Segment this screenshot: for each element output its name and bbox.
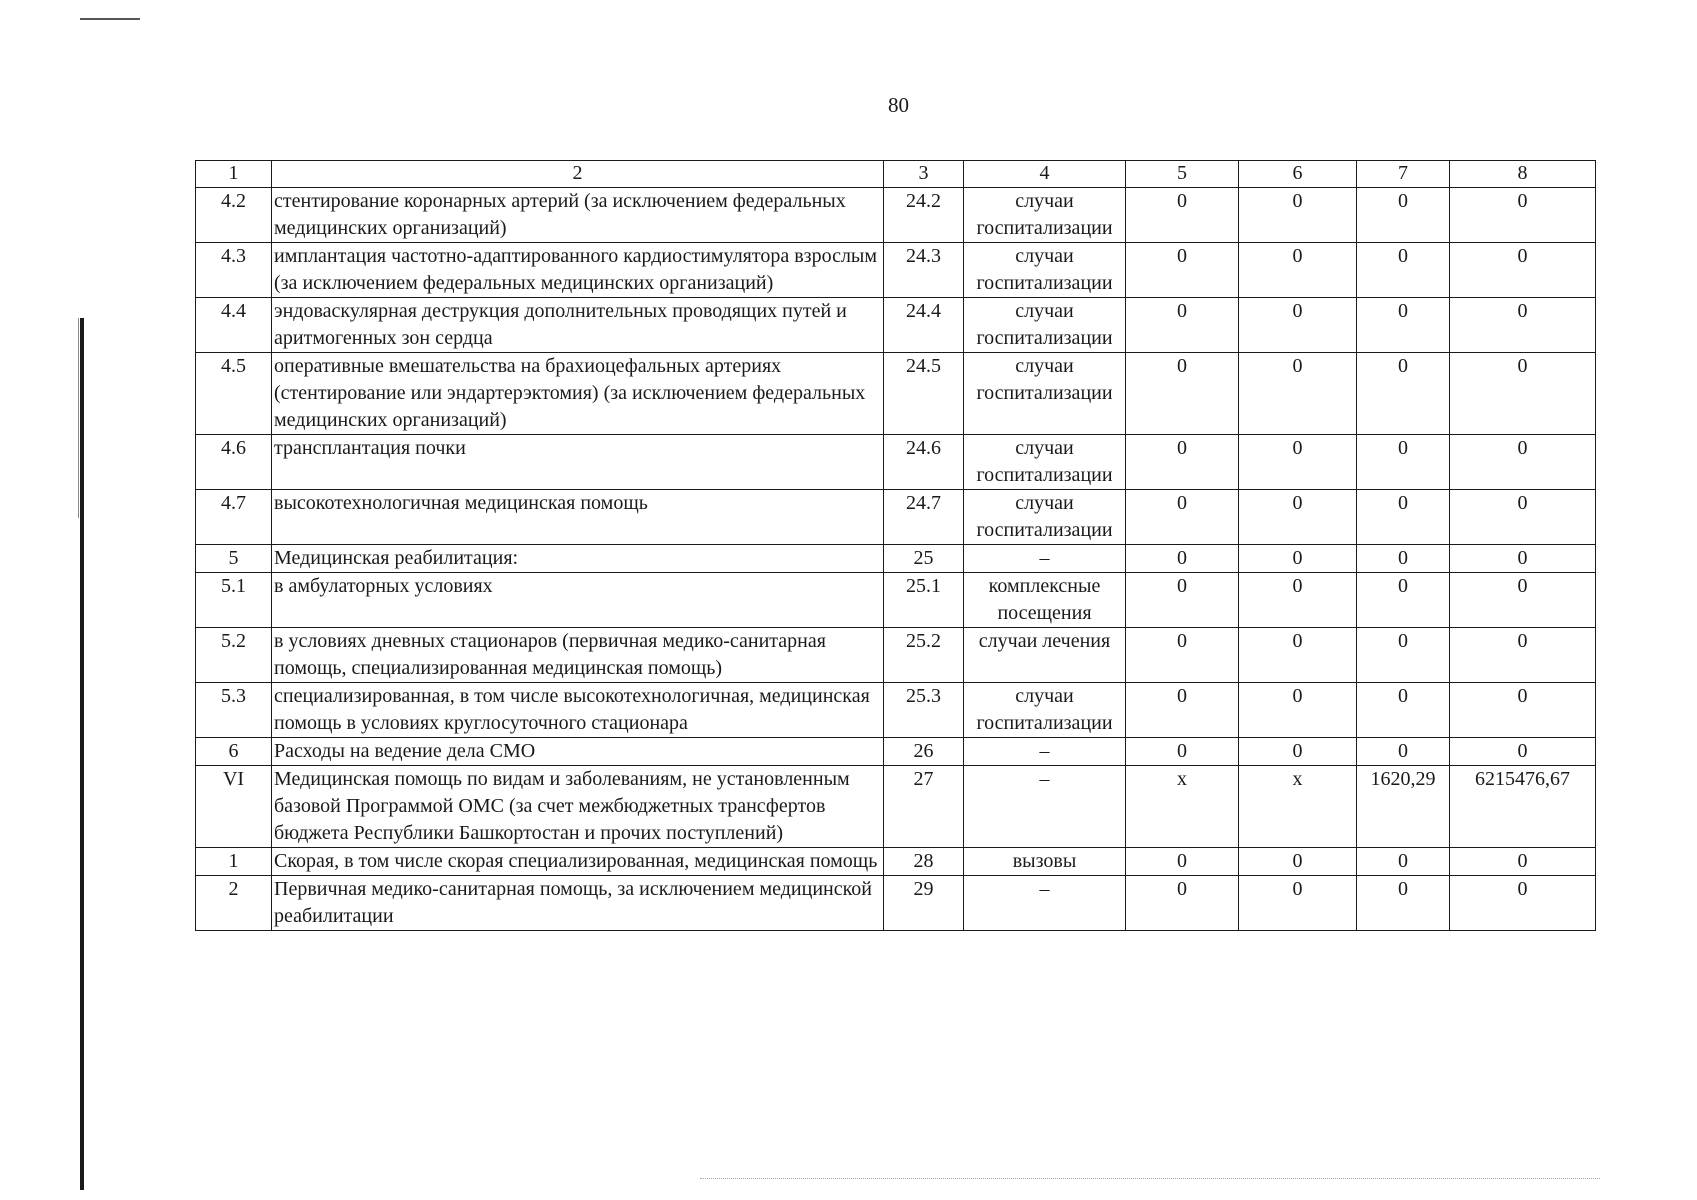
row-description: оперативные вмешательства на брахиоцефальных артериях (стентирование или эндартерэктомия) (за исключением федеральных медицинских организаций) (272, 353, 884, 435)
row-value-7: 0 (1357, 435, 1450, 490)
row-code: 24.5 (884, 353, 964, 435)
column-header: 5 (1126, 161, 1239, 188)
table-row (196, 876, 1596, 931)
row-value-5: 0 (1126, 738, 1239, 766)
row-value-5: 0 (1126, 243, 1239, 298)
row-value-5: 0 (1126, 683, 1239, 738)
row-description: специализированная, в том числе высокотехнологичная, медицинская помощь в условиях круглосуточного стационара (272, 683, 884, 738)
row-description: стентирование коронарных артерий (за исключением федеральных медицинских организаций) (272, 188, 884, 243)
row-number: 4.2 (196, 188, 272, 243)
column-header: 7 (1357, 161, 1450, 188)
row-number: 4.3 (196, 243, 272, 298)
row-value-5: 0 (1126, 876, 1239, 931)
row-value-7: 0 (1357, 545, 1450, 573)
row-description: трансплантация почки (272, 435, 884, 490)
row-value-6: 0 (1239, 876, 1357, 931)
scan-binding-edge (80, 318, 84, 1190)
row-value-7: 0 (1357, 188, 1450, 243)
row-value-8: 0 (1450, 545, 1596, 573)
row-value-7: 0 (1357, 738, 1450, 766)
table-row (196, 435, 1596, 490)
row-number: 2 (196, 876, 272, 931)
row-value-8: 0 (1450, 738, 1596, 766)
table-row (196, 353, 1596, 435)
column-header: 6 (1239, 161, 1357, 188)
row-value-6: 0 (1239, 353, 1357, 435)
row-number: 5.3 (196, 683, 272, 738)
row-number: 6 (196, 738, 272, 766)
row-unit: – (964, 766, 1126, 848)
row-value-6: 0 (1239, 628, 1357, 683)
table-row (196, 738, 1596, 766)
row-description: Расходы на ведение дела СМО (272, 738, 884, 766)
row-unit: случаи лечения (964, 628, 1126, 683)
row-description: Медицинская помощь по видам и заболеваниям, не установленным базовой Программой ОМС (за счет межбюджетных трансфертов бюджета Республики Башкортостан и прочих поступлений) (272, 766, 884, 848)
row-value-7: 0 (1357, 848, 1450, 876)
row-value-8: 0 (1450, 188, 1596, 243)
row-description: Первичная медико-санитарная помощь, за исключением медицинской реабилитации (272, 876, 884, 931)
table-row (196, 188, 1596, 243)
row-value-5: 0 (1126, 848, 1239, 876)
table-row (196, 490, 1596, 545)
row-code: 25.1 (884, 573, 964, 628)
row-code: 24.7 (884, 490, 964, 545)
row-number: 5.2 (196, 628, 272, 683)
row-value-7: 0 (1357, 876, 1450, 931)
row-number: 5.1 (196, 573, 272, 628)
table-row (196, 848, 1596, 876)
row-value-6: 0 (1239, 573, 1357, 628)
row-value-8: 6215476,67 (1450, 766, 1596, 848)
row-description: в амбулаторных условиях (272, 573, 884, 628)
row-number: 4.4 (196, 298, 272, 353)
row-code: 24.3 (884, 243, 964, 298)
row-value-7: 0 (1357, 298, 1450, 353)
row-value-6: 0 (1239, 188, 1357, 243)
row-value-8: 0 (1450, 848, 1596, 876)
row-code: 24.6 (884, 435, 964, 490)
row-unit: – (964, 876, 1126, 931)
row-value-6: 0 (1239, 545, 1357, 573)
row-unit: случаи госпитализации (964, 353, 1126, 435)
row-value-7: 0 (1357, 243, 1450, 298)
column-header: 8 (1450, 161, 1596, 188)
row-unit: случаи госпитализации (964, 490, 1126, 545)
row-value-5: 0 (1126, 490, 1239, 545)
row-code: 24.2 (884, 188, 964, 243)
column-header: 2 (272, 161, 884, 188)
row-value-6: 0 (1239, 683, 1357, 738)
row-value-5: 0 (1126, 628, 1239, 683)
row-value-7: 0 (1357, 683, 1450, 738)
row-unit: – (964, 738, 1126, 766)
row-value-8: 0 (1450, 573, 1596, 628)
row-unit: случаи госпитализации (964, 188, 1126, 243)
row-value-6: 0 (1239, 435, 1357, 490)
row-code: 25 (884, 545, 964, 573)
row-number: 5 (196, 545, 272, 573)
row-number: 4.5 (196, 353, 272, 435)
row-unit: случаи госпитализации (964, 298, 1126, 353)
row-value-8: 0 (1450, 435, 1596, 490)
row-value-6: 0 (1239, 298, 1357, 353)
row-value-8: 0 (1450, 628, 1596, 683)
row-value-8: 0 (1450, 298, 1596, 353)
table-row (196, 683, 1596, 738)
row-value-7: 0 (1357, 353, 1450, 435)
row-unit: случаи госпитализации (964, 243, 1126, 298)
row-value-8: 0 (1450, 683, 1596, 738)
scan-corner-mark (80, 18, 140, 20)
row-unit: случаи госпитализации (964, 683, 1126, 738)
row-value-5: 0 (1126, 545, 1239, 573)
row-description: Медицинская реабилитация: (272, 545, 884, 573)
row-value-6: 0 (1239, 243, 1357, 298)
row-number: 4.6 (196, 435, 272, 490)
row-value-8: 0 (1450, 490, 1596, 545)
row-description: высокотехнологичная медицинская помощь (272, 490, 884, 545)
column-header: 4 (964, 161, 1126, 188)
row-value-5: 0 (1126, 573, 1239, 628)
row-value-6: х (1239, 766, 1357, 848)
row-description: имплантация частотно-адаптированного кардиостимулятора взрослым (за исключением федеральных медицинских организаций) (272, 243, 884, 298)
table-row (196, 243, 1596, 298)
table-row (196, 628, 1596, 683)
row-code: 29 (884, 876, 964, 931)
row-value-8: 0 (1450, 353, 1596, 435)
row-value-6: 0 (1239, 848, 1357, 876)
scan-footer-noise (700, 1178, 1600, 1180)
row-description: Скорая, в том числе скорая специализированная, медицинская помощь (272, 848, 884, 876)
row-value-8: 0 (1450, 243, 1596, 298)
row-code: 27 (884, 766, 964, 848)
row-value-7: 0 (1357, 573, 1450, 628)
row-value-5: 0 (1126, 435, 1239, 490)
row-value-5: х (1126, 766, 1239, 848)
row-unit: комплексные посещения (964, 573, 1126, 628)
row-code: 25.2 (884, 628, 964, 683)
row-code: 25.3 (884, 683, 964, 738)
row-unit: случаи госпитализации (964, 435, 1126, 490)
table-row (196, 545, 1596, 573)
row-number: 4.7 (196, 490, 272, 545)
row-value-5: 0 (1126, 188, 1239, 243)
row-code: 28 (884, 848, 964, 876)
header-row (196, 161, 1596, 188)
column-header: 3 (884, 161, 964, 188)
row-value-6: 0 (1239, 490, 1357, 545)
row-value-5: 0 (1126, 353, 1239, 435)
table-row (196, 573, 1596, 628)
table-row (196, 766, 1596, 848)
data-table (195, 160, 1596, 931)
row-description: в условиях дневных стационаров (первичная медико-санитарная помощь, специализированная медицинская помощь) (272, 628, 884, 683)
row-value-7: 1620,29 (1357, 766, 1450, 848)
row-description: эндоваскулярная деструкция дополнительных проводящих путей и аритмогенных зон сердца (272, 298, 884, 353)
row-code: 26 (884, 738, 964, 766)
row-value-5: 0 (1126, 298, 1239, 353)
column-header: 1 (196, 161, 272, 188)
row-number: VI (196, 766, 272, 848)
row-code: 24.4 (884, 298, 964, 353)
page-number: 80 (888, 93, 909, 117)
row-unit: – (964, 545, 1126, 573)
row-value-8: 0 (1450, 876, 1596, 931)
row-value-6: 0 (1239, 738, 1357, 766)
row-number: 1 (196, 848, 272, 876)
row-value-7: 0 (1357, 490, 1450, 545)
row-unit: вызовы (964, 848, 1126, 876)
row-value-7: 0 (1357, 628, 1450, 683)
table-row (196, 298, 1596, 353)
scan-binding-edge-thin (78, 318, 79, 518)
